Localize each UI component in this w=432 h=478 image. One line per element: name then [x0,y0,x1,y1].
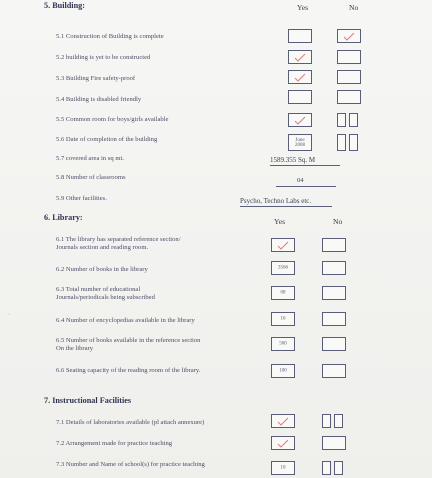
item-7-2-label: 7.2 Arrangement made for practice teaching [56,440,173,447]
item-7-1-no-box-a[interactable] [322,414,331,428]
item-5-2-label: 5.2 building is yet to be constructed [56,54,151,61]
item-6-5-label-line2: On the library [56,345,93,352]
item-5-7-underline [270,165,340,166]
item-6-4-label: 6.4 Number of encyclopedias available in the library [56,317,195,324]
item-7-1-yes-box[interactable] [271,414,295,428]
item-6-1-label-line2: Journals section and reading room. [56,244,149,251]
item-5-9-label: 5.9 Other facilities. [56,195,107,202]
section-7-title: 7. Instructional Facilities [44,396,132,405]
item-5-4-label: 5.4 Building is disabled friendly [56,96,142,103]
item-6-3-no-box[interactable] [322,286,346,300]
item-7-2-no-box[interactable] [322,436,346,450]
item-6-3-label-line1: 6.3 Total number of educational [56,286,141,293]
section-6-no-header: No [333,217,343,226]
item-5-5-no-box-b[interactable] [349,113,358,127]
item-5-3-no-box[interactable] [337,70,361,84]
item-6-1-label-line1: 6.1 The library has separated reference section/ [56,236,181,243]
item-6-5-value: 500 [279,341,287,347]
item-6-2-value-box[interactable] [271,261,295,275]
item-5-6-box-b[interactable] [349,134,358,151]
item-5-8-underline [276,186,336,187]
tick-mark-icon [277,417,289,426]
item-7-2-yes-box[interactable] [271,436,295,450]
item-5-1-no-box[interactable] [337,29,361,43]
item-6-2-value: 3566 [278,265,288,271]
item-7-3-box-a[interactable] [322,461,331,475]
item-5-8-value: 04 [297,177,304,184]
section-5-no-header: No [349,3,359,12]
item-5-8-label: 5.8 Number of classrooms [56,174,126,181]
item-6-3-value-box[interactable] [271,286,295,300]
section-6-title: 6. Library: [44,213,83,222]
item-5-3-label: 5.3 Building Fire safety-proof [56,75,136,82]
item-5-2-yes-box[interactable] [288,50,312,64]
tick-mark-icon [294,116,306,125]
section-5-title: 5. Building: [44,1,85,10]
item-5-5-no-box-a[interactable] [337,113,346,127]
item-5-5-yes-box[interactable] [288,113,312,127]
item-5-2-no-box[interactable] [337,50,361,64]
item-5-6-label: 5.6 Date of completion of the building [56,136,158,143]
item-5-9-underline [240,206,332,207]
tick-mark-icon [294,53,306,62]
item-5-7-label: 5.7 covered area in sq mt. [56,155,124,162]
margin-speck: · [8,312,10,318]
tick-mark-icon [277,439,289,448]
item-6-1-no-box[interactable] [322,238,346,252]
item-6-3-value: 08 [280,290,286,296]
item-5-6-value: June 2008 [295,137,305,148]
item-5-9-value: Psycho, Techno Labs etc. [240,197,312,205]
item-7-3-label: 7.3 Number and Name of school(s) for practice teaching [56,461,205,468]
item-6-2-label: 6.2 Number of books in the library [56,266,148,273]
tick-mark-icon [277,241,289,250]
item-5-4-no-box[interactable] [337,90,361,104]
item-5-1-label: 5.1 Construction of Building is complete [56,33,164,40]
item-6-4-value-box[interactable] [271,312,295,326]
item-6-6-value-box[interactable] [271,364,295,378]
item-6-3-label-line2: Journals/periodicals being subscribed [56,294,155,301]
tick-mark-icon [294,73,306,82]
item-6-6-value: 100 [279,368,287,374]
item-5-4-yes-box[interactable] [288,90,312,104]
item-6-5-no-box[interactable] [322,337,346,351]
item-6-6-no-box[interactable] [322,364,346,378]
item-7-3-value-box[interactable] [271,461,295,475]
item-6-5-value-box[interactable] [271,337,295,351]
item-6-4-value: 16 [280,316,286,322]
item-5-1-yes-box[interactable] [288,29,312,43]
item-7-1-no-box-b[interactable] [334,414,343,428]
item-6-2-no-box[interactable] [322,261,346,275]
item-6-5-label-line1: 6.5 Number of books available in the reference section [56,337,201,344]
item-5-6-value-box[interactable] [288,134,312,151]
item-6-1-yes-box[interactable] [271,238,295,252]
item-5-5-label: 5.5 Common room for boys/girls available [56,116,169,123]
item-5-7-value: 1589.355 Sq. M [270,156,316,164]
item-7-3-value: 10 [280,465,286,471]
item-6-6-label: 6.6 Seating capacity of the reading room of the library. [56,367,201,374]
item-6-4-no-box[interactable] [322,312,346,326]
tick-mark-icon [343,32,355,41]
item-5-6-box-a[interactable] [337,134,346,151]
section-5-yes-header: Yes [297,3,309,12]
section-6-yes-header: Yes [274,217,286,226]
item-7-3-box-b[interactable] [334,461,343,475]
item-5-3-yes-box[interactable] [288,70,312,84]
item-7-1-label: 7.1 Details of laboratories available (pl attach annexure) [56,419,205,426]
